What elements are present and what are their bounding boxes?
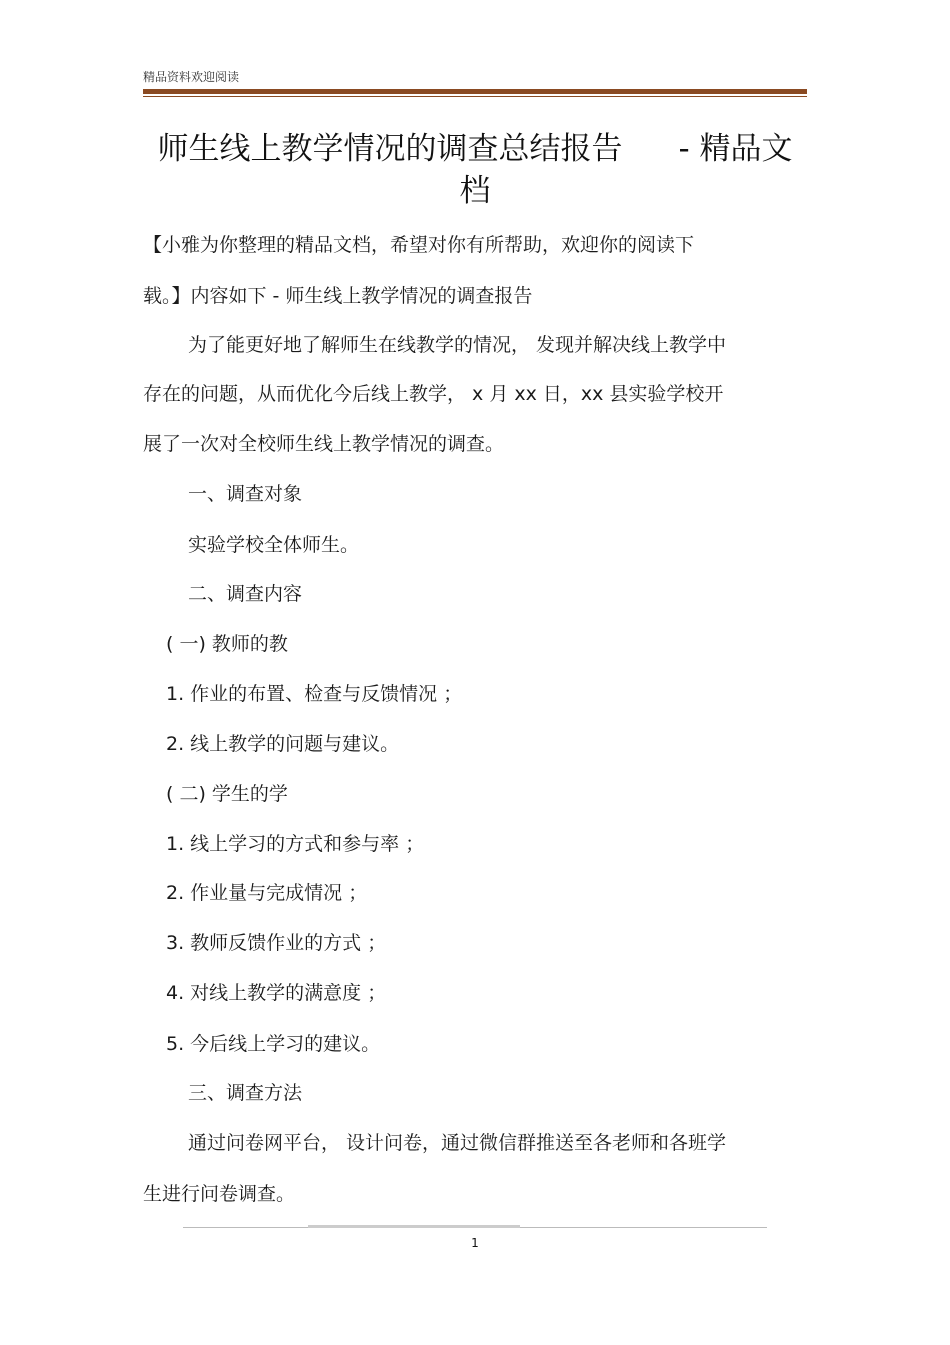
intro-line-2: 载。】内容如下 - 师生线上教学情况的调查报告	[143, 285, 533, 307]
section-1-heading: 一、调查对象	[188, 483, 303, 505]
paragraph-1-line-2: 存在的问题，从而优化今后线上教学， x 月 xx 日，xx 县实验学校开	[143, 383, 724, 405]
subsection-1-item: 1. 作业的布置、检查与反馈情况 ；	[166, 683, 463, 705]
page-number: 1	[471, 1236, 479, 1250]
section-3-line-2: 生进行问卷调查。	[143, 1183, 296, 1205]
footer-rule-accent	[308, 1225, 520, 1228]
subsection-2-item: 1. 线上学习的方式和参与率 ；	[166, 833, 425, 855]
title-line-2: 档	[459, 173, 491, 209]
section-3-heading: 三、调查方法	[188, 1082, 303, 1104]
header-rule-thin	[143, 96, 807, 97]
title-main: 师生线上教学情况的调查总结报告	[157, 131, 623, 167]
subsection-2-item: 3. 教师反馈作业的方式 ；	[166, 932, 387, 954]
section-1-text: 实验学校全体师生。	[188, 534, 360, 556]
subsection-2-item: 2. 作业量与完成情况 ；	[166, 882, 368, 904]
title-suffix: - 精品文	[678, 131, 793, 167]
subsection-2-heading: ( 二) 学生的学	[166, 783, 288, 805]
subsection-2-item: 4. 对线上教学的满意度 ；	[166, 982, 387, 1004]
section-2-heading: 二、调查内容	[188, 583, 303, 605]
subsection-2-item: 5. 今后线上学习的建议。	[166, 1033, 381, 1055]
page-header-text: 精品资料欢迎阅读	[143, 70, 240, 84]
subsection-1-heading: ( 一) 教师的教	[166, 633, 288, 655]
title-line-1	[143, 128, 807, 170]
paragraph-1-line-1: 为了能更好地了解师生在线教学的情况， 发现并解决线上教学中	[188, 334, 727, 356]
paragraph-1-line-3: 展了一次对全校师生线上教学情况的调查。	[143, 433, 505, 455]
document-title	[143, 128, 807, 212]
header-rule-thick	[143, 89, 807, 94]
subsection-1-item: 2. 线上教学的问题与建议。	[166, 733, 400, 755]
intro-line-1: 【小雅为你整理的精品文档，希望对你有所帮助，欢迎你的阅读下	[143, 234, 695, 256]
section-3-line-1: 通过问卷网平台， 设计问卷，通过微信群推送至各老师和各班学	[188, 1132, 727, 1154]
